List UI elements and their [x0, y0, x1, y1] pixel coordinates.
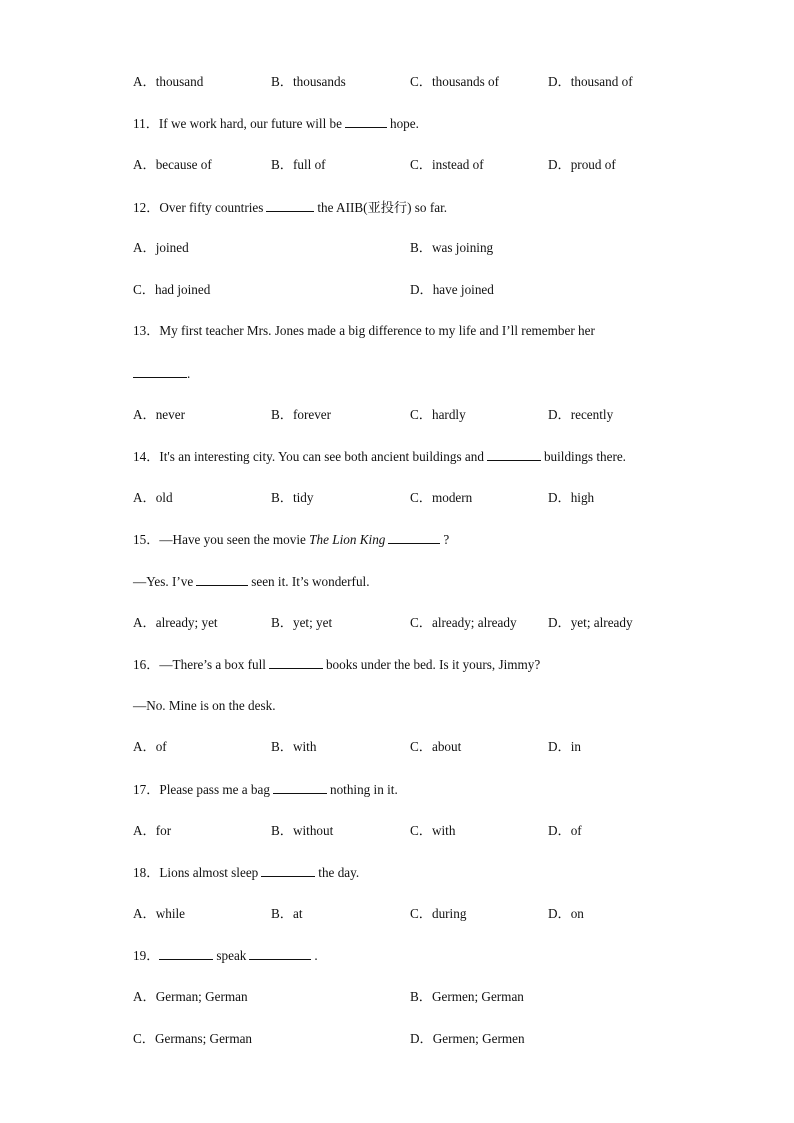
- q13-option-b: B．forever: [271, 407, 332, 422]
- answer-blank: [196, 573, 248, 586]
- answer-blank: [487, 448, 541, 461]
- q12-option-a: A．joined: [133, 240, 189, 255]
- q10-option-d: D．thousand of: [548, 74, 633, 89]
- q13-stem-continued: .: [133, 365, 190, 382]
- q16-option-d: D．in: [548, 739, 581, 754]
- answer-blank: [269, 656, 323, 669]
- q11-option-a: A．because of: [133, 157, 212, 172]
- answer-blank: [388, 531, 440, 544]
- q14-stem: 14．It's an interesting city. You can see both ancient buildings and buildings there.: [133, 449, 626, 464]
- q14-option-b: B．tidy: [271, 490, 314, 505]
- q10-option-a: A．thousand: [133, 74, 204, 89]
- q19-option-b: B．Germen; German: [410, 989, 524, 1004]
- q16-reply: —No. Mine is on the desk.: [133, 698, 276, 713]
- answer-blank: [273, 781, 327, 794]
- q10-option-c: C．thousands of: [410, 74, 500, 89]
- answer-blank: [261, 864, 315, 877]
- q15-option-d: D．yet; already: [548, 615, 633, 630]
- q13-option-a: A．never: [133, 407, 185, 422]
- q18-option-a: A．while: [133, 906, 186, 921]
- q13-stem: 13．My first teacher Mrs. Jones made a big difference to my life and I’ll remember her: [133, 323, 595, 338]
- q15-option-a: A．already; yet: [133, 615, 218, 630]
- q19-option-d: D．Germen; Germen: [410, 1031, 525, 1046]
- q12-option-d: D．have joined: [410, 282, 494, 297]
- q17-option-a: A．for: [133, 823, 172, 838]
- q14-option-d: D．high: [548, 490, 595, 505]
- answer-blank: [249, 947, 311, 960]
- q12-option-c: C．had joined: [133, 282, 211, 297]
- q12-option-b: B．was joining: [410, 240, 494, 255]
- answer-blank: [266, 199, 314, 212]
- q17-stem: 17．Please pass me a bag nothing in it.: [133, 782, 398, 797]
- q19-option-c: C．Germans; German: [133, 1031, 253, 1046]
- q15-reply: —Yes. I’ve seen it. It’s wonderful.: [133, 574, 370, 589]
- q18-option-d: D．on: [548, 906, 584, 921]
- q17-option-d: D．of: [548, 823, 582, 838]
- q15-stem: 15．—Have you seen the movie The Lion King ?: [133, 532, 450, 547]
- answer-blank: [345, 115, 387, 128]
- answer-blank: [159, 947, 213, 960]
- q12-stem: 12．Over fifty countries the AIIB(亚投行) so far.: [133, 200, 448, 215]
- q15-option-b: B．yet; yet: [271, 615, 333, 630]
- q13-option-c: C．hardly: [410, 407, 466, 422]
- q18-option-b: B．at: [271, 906, 303, 921]
- q16-option-a: A．of: [133, 739, 167, 754]
- q11-option-d: D．proud of: [548, 157, 616, 172]
- q14-option-c: C．modern: [410, 490, 473, 505]
- q16-stem: 16．—There’s a box full books under the bed. Is it yours, Jimmy?: [133, 657, 541, 672]
- q11-option-b: B．full of: [271, 157, 326, 172]
- movie-title: The Lion King: [309, 532, 386, 547]
- q18-stem: 18．Lions almost sleep the day.: [133, 865, 360, 880]
- q19-option-a: A．German; German: [133, 989, 248, 1004]
- q14-option-a: A．old: [133, 490, 173, 505]
- q18-option-c: C．during: [410, 906, 467, 921]
- q11-stem: 11．If we work hard, our future will be hope.: [133, 116, 419, 131]
- q16-option-b: B．with: [271, 739, 317, 754]
- q17-option-c: C．with: [410, 823, 456, 838]
- q15-option-c: C．already; already: [410, 615, 517, 630]
- q19-stem: 19． speak .: [133, 948, 318, 963]
- q11-option-c: C．instead of: [410, 157, 484, 172]
- q16-option-c: C．about: [410, 739, 462, 754]
- q17-option-b: B．without: [271, 823, 334, 838]
- q13-option-d: D．recently: [548, 407, 614, 422]
- answer-blank: [133, 365, 187, 378]
- q10-option-b: B．thousands: [271, 74, 346, 89]
